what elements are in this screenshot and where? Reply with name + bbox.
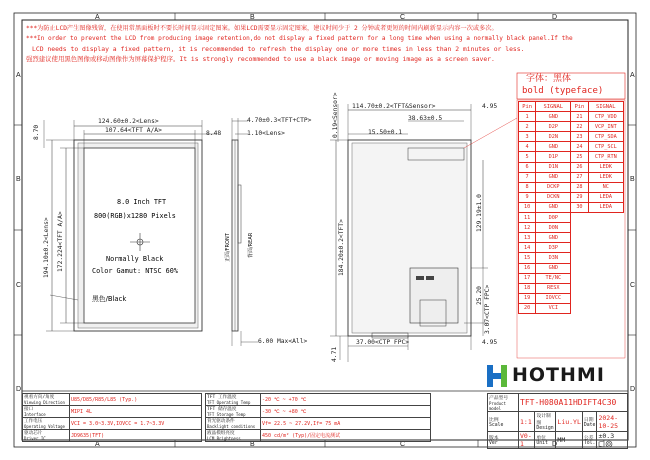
logo-mark-icon — [486, 364, 508, 388]
pin-row — [519, 293, 624, 303]
spec-label-cn: 视看方向/角度 — [24, 395, 55, 400]
tolerance-value: ±0.3 — [598, 432, 615, 440]
pin-number: 12 — [519, 223, 536, 233]
dim-top-offset: 8.70 — [33, 124, 40, 140]
pin-signal-2: LEDK — [588, 172, 623, 182]
pin-signal: GND — [536, 233, 571, 243]
zone-row-c-right: C — [630, 282, 636, 289]
date-value: 2024-10-25 — [597, 412, 628, 432]
label-gamut: Color Gamut: NTSC 60% — [92, 267, 178, 275]
dim-max: 6.00 Max<All> — [258, 338, 308, 345]
pin-signal: GND — [536, 112, 571, 122]
zone-row-a: A — [16, 72, 21, 79]
spec-label — [23, 418, 70, 430]
spec-label-en: TFT Storage Temp — [207, 412, 246, 417]
spec-label-en: Backlight conditions — [207, 424, 256, 429]
spec-label — [206, 418, 261, 430]
zone-row-b-right: B — [630, 176, 635, 183]
warning-line-en-2: LCD needs to display a fixed pattern, it is recommended to refresh the display one or more times in less than 2 minutes or less. — [32, 45, 525, 53]
pin-number: 3 — [519, 132, 536, 142]
warning-line-saver: 强烈建议使用黑色图像或移动图像作为屏幕保护程序。It is strongly recommended to use a black image or moving image as a screen saver. — [26, 55, 495, 63]
pin-signal: DCKP — [536, 182, 571, 192]
pin-number: 8 — [519, 182, 536, 192]
pin-signal-2 — [588, 233, 623, 243]
pin-signal: GND — [536, 142, 571, 152]
dim-bottom-offset: 4.71 — [331, 346, 338, 362]
pin-signal: D0N — [536, 223, 571, 233]
pin-row — [519, 243, 624, 253]
pin-number: 2 — [519, 122, 536, 132]
pin-number: 18 — [519, 283, 536, 293]
pin-number-2: 26 — [571, 162, 588, 172]
zone-row-d-right: D — [630, 386, 636, 393]
dim-fpc-height: 129.19±1.0 — [476, 194, 483, 232]
pin-number-2 — [571, 263, 588, 273]
spec-value: -30 ℃ ~ +80 ℃ — [261, 406, 431, 418]
pin-signal-2: CTP_RTN — [588, 152, 623, 162]
pin-number: 15 — [519, 253, 536, 263]
scale-label-cn: 比例 — [489, 417, 499, 423]
dim-right-offset: 8.48 — [206, 130, 222, 137]
pin-number: 9 — [519, 192, 536, 202]
pin-signal-2: CTP_SDA — [588, 132, 623, 142]
zone-col-c-bottom: C — [400, 441, 406, 448]
font-note-en: bold (typeface) — [522, 86, 604, 96]
font-note-cn: 字体：黑体 — [526, 74, 572, 84]
pin-number: 5 — [519, 152, 536, 162]
spec-label — [23, 430, 70, 442]
pin-number: 14 — [519, 243, 536, 253]
pin-row — [519, 213, 624, 223]
pin-number-2 — [571, 223, 588, 233]
pin-number-2: 28 — [571, 182, 588, 192]
spec-label-en: Viewing Direction — [24, 400, 65, 405]
pin-signal-2 — [588, 243, 623, 253]
scale-label-en: Scale — [489, 422, 504, 428]
dim-aa-width: 107.64<TFT A/A> — [105, 127, 162, 134]
label-rear: 背面/REAR — [248, 232, 254, 258]
pin-signal: VCI — [536, 303, 571, 313]
zone-row-c: C — [16, 282, 22, 289]
pin-row — [519, 132, 624, 142]
dim-total-thickness: 4.70±0.3<TFT+CTP> — [247, 117, 312, 124]
projection-symbol-icon — [598, 440, 614, 448]
pin-row — [519, 142, 624, 152]
pin-signal: D1N — [536, 162, 571, 172]
dim-total-width: 114.70±0.2<TFT&Sensor> — [352, 103, 436, 110]
spec-value: -20 ℃ ~ +70 ℃ — [261, 394, 431, 406]
pin-signal-2: NC — [588, 182, 623, 192]
dim-right-margin: 4.95 — [482, 103, 498, 110]
zone-row-d: D — [16, 386, 22, 393]
model-label-en: Product model — [489, 401, 506, 411]
side-view — [232, 118, 258, 346]
pin-header-2: Pin — [571, 102, 588, 112]
pin-number-2 — [571, 253, 588, 263]
pin-number-2: 21 — [571, 112, 588, 122]
spec-label — [206, 430, 261, 442]
pin-row — [519, 283, 624, 293]
spec-table-mid — [205, 393, 431, 442]
spec-label-cn: 液晶模组亮度 — [207, 431, 235, 436]
zone-col-d: D — [552, 14, 558, 21]
pin-signal: D1P — [536, 152, 571, 162]
dim-bottom-right: 4.95 — [482, 339, 498, 346]
pin-signal: D3N — [536, 253, 571, 263]
pin-row — [519, 112, 624, 122]
spec-value: U85/D85/R85/L85 (Typ.) — [70, 394, 202, 406]
dim-aa-height: 172.224<TFT A/A> — [57, 211, 64, 272]
front-view — [44, 120, 216, 331]
zone-col-b: B — [250, 14, 255, 21]
pin-number: 1 — [519, 112, 536, 122]
pin-number: 19 — [519, 293, 536, 303]
pin-number-2: 24 — [571, 142, 588, 152]
zone-row-b: B — [16, 176, 21, 183]
date-label-en: Date — [583, 422, 596, 428]
pin-signal-2 — [588, 253, 623, 263]
spec-label-cn: 驱动芯片 — [24, 431, 43, 436]
spec-label — [206, 394, 261, 406]
pin-signal: D3P — [536, 243, 571, 253]
unit-value: MM — [556, 432, 582, 449]
pin-number-2: 30 — [571, 202, 588, 212]
spec-label-en: Driver IC — [24, 436, 46, 441]
hothmi-logo — [486, 364, 626, 390]
pin-header: Pin — [519, 102, 536, 112]
pin-number-2 — [571, 303, 588, 313]
date-label-cn: 日期 — [583, 417, 594, 423]
pin-signal-2: LEDA — [588, 192, 623, 202]
pin-row — [519, 303, 624, 313]
pin-number: 16 — [519, 263, 536, 273]
pin-number-2 — [571, 233, 588, 243]
pin-signal: GND — [536, 202, 571, 212]
pin-signal-2 — [588, 213, 623, 223]
spec-label — [23, 394, 70, 406]
spec-label-en: Interface — [24, 412, 46, 417]
spec-table-left — [22, 393, 202, 442]
pin-signal-2: VCP_INT — [588, 122, 623, 132]
model-label-cn: 产品型号 — [489, 396, 509, 401]
pin-number-2 — [571, 293, 588, 303]
pin-signal-2 — [588, 223, 623, 233]
pin-signal: D2P — [536, 122, 571, 132]
spec-value: 450 cd/m² (Typ)/固定电流测试 — [261, 430, 431, 442]
zone-col-b-bottom: B — [250, 441, 255, 448]
pin-number-2 — [571, 273, 588, 283]
spec-label-cn: TFT 储存温度 — [207, 407, 237, 412]
spec-label — [206, 406, 261, 418]
version-value: V0-1 — [519, 432, 535, 449]
pin-signal-2 — [588, 303, 623, 313]
zone-col-c: C — [400, 14, 406, 21]
pin-row — [519, 172, 624, 182]
spec-value: JD9635(TFT) — [70, 430, 202, 442]
spec-label-en: LCM Brightness — [207, 436, 241, 441]
spec-label-en: TFT Operating Temp — [207, 400, 251, 405]
pin-signal-2: LEDK — [588, 162, 623, 172]
designer-value: Liu.YL — [556, 412, 582, 432]
pin-signal: GND — [536, 172, 571, 182]
warning-line-cn: ***为防止LCD产生图像残留，在使用常黑面板时不要长时间显示固定图案。如果LCD需要显示固定图案，建议时间少于 2 分钟或者更短的时间内刷新显示内容一次或多次。 — [26, 25, 498, 32]
pin-row — [519, 122, 624, 132]
spec-label-en: Operating Voltage — [24, 424, 65, 429]
dim-sensor: 0.19<Sensor> — [332, 92, 339, 138]
tolerance-label-en: Tol. — [583, 441, 596, 446]
label-resolution: 800(RGB)x1280 Pixels — [94, 212, 176, 220]
pin-number-2 — [571, 213, 588, 223]
spec-label-cn: 工作电压 — [24, 419, 43, 424]
pin-number-2 — [571, 243, 588, 253]
pin-number: 6 — [519, 162, 536, 172]
pin-row — [519, 273, 624, 283]
spec-row — [23, 406, 202, 418]
pin-number: 20 — [519, 303, 536, 313]
pin-row — [519, 202, 624, 212]
pin-signal: D0P — [536, 213, 571, 223]
scale-value: 1:1 — [519, 412, 535, 432]
pin-row — [519, 253, 624, 263]
dim-lens-thickness: 1.10<Lens> — [247, 130, 285, 137]
spec-row — [23, 418, 202, 430]
pin-signal: TE/NC — [536, 273, 571, 283]
unit-label-en: Unit — [536, 441, 548, 446]
warning-line-en-1: ***In order to prevent the LCD from producing image retention,do not display a fixed pattern for a long time when using a normally black panel.If the — [26, 35, 573, 42]
dim-tft-height: 184.20±0.2<TFT> — [338, 219, 345, 276]
tolerance-label-cn: 公差 — [583, 436, 594, 441]
pin-signal: IOVCC — [536, 293, 571, 303]
rear-view — [330, 104, 488, 362]
spec-value: Vf= 22.5 ~ 27.2V,If= 75 mA — [261, 418, 431, 430]
pin-signal: DCKN — [536, 192, 571, 202]
pin-signal-2: CTP_VDD — [588, 112, 623, 122]
pin-number-2: 23 — [571, 132, 588, 142]
unit-label-cn: 单位 — [536, 436, 546, 441]
pin-number: 11 — [519, 213, 536, 223]
label-black-bezel: 黑色/Black — [92, 295, 127, 303]
spec-row — [23, 394, 202, 406]
zone-row-a-right: A — [630, 72, 635, 79]
pin-row — [519, 223, 624, 233]
spec-value: VCI = 3.0~3.3V,IOVCC = 1.7~3.3V — [70, 418, 202, 430]
version-label-cn: 版本 — [489, 436, 499, 441]
pin-number-2: 29 — [571, 192, 588, 202]
pin-number-2: 27 — [571, 172, 588, 182]
pin-number: 10 — [519, 202, 536, 212]
logo-text: HOTHMI — [512, 364, 605, 386]
dim-inner-width: 38.63±0.5 — [408, 115, 443, 122]
design-label-en: Design — [536, 426, 554, 431]
pin-signal-2 — [588, 293, 623, 303]
dim-inner-left: 15.50±0.1 — [368, 129, 403, 136]
pin-number: 4 — [519, 142, 536, 152]
pin-signal-2 — [588, 283, 623, 293]
pin-number-2: 25 — [571, 152, 588, 162]
pin-signal-2: LEDA — [588, 202, 623, 212]
dim-ctp-width: 37.00<CTP FPC> — [356, 339, 410, 346]
spec-row — [206, 394, 431, 406]
pin-signal-2 — [588, 263, 623, 273]
pin-signal: RESX — [536, 283, 571, 293]
spec-row — [206, 418, 431, 430]
spec-value: MIPI 4L — [70, 406, 202, 418]
pin-number-2: 22 — [571, 122, 588, 132]
pin-row — [519, 263, 624, 273]
signal-header-2: SIGNAL — [588, 102, 623, 112]
pin-number: 17 — [519, 273, 536, 283]
zone-col-a-bottom: A — [95, 441, 100, 448]
pin-row — [519, 182, 624, 192]
dim-ctp-fpc: 3.07<CTP FPC> — [484, 284, 491, 334]
dim-lens-width: 124.60±0.2<Lens> — [98, 118, 159, 125]
zone-col-a: A — [95, 14, 100, 21]
label-size: 8.0 Inch TFT — [117, 198, 167, 206]
dim-fpc-offset: 25.20 — [476, 286, 483, 305]
label-front: 正面/FRONT — [225, 233, 231, 262]
pin-signal-2: CTP_SCL — [588, 142, 623, 152]
spec-label-cn: TFT 工作温度 — [207, 395, 237, 400]
spec-row — [23, 430, 202, 442]
pin-row — [519, 152, 624, 162]
title-block — [487, 393, 628, 449]
pin-row — [519, 162, 624, 172]
pin-row — [519, 192, 624, 202]
pin-number: 13 — [519, 233, 536, 243]
spec-row — [206, 430, 431, 442]
spec-label-cn: 接口 — [24, 407, 34, 412]
product-model: TFT-H080A11HDIFT4C30 — [519, 394, 628, 412]
spec-row — [206, 406, 431, 418]
signal-header: SIGNAL — [536, 102, 571, 112]
pin-number: 7 — [519, 172, 536, 182]
design-label-cn: 设计制图 — [536, 414, 551, 426]
version-label-en: Ver — [489, 441, 498, 446]
pin-number-2 — [571, 283, 588, 293]
dim-lens-height: 194.10±0.2<Lens> — [43, 217, 50, 278]
pin-table-header — [519, 102, 624, 112]
pin-signal-2 — [588, 273, 623, 283]
pin-row — [519, 233, 624, 243]
spec-label-cn: 背光驱动条件 — [207, 419, 235, 424]
pin-signal: D2N — [536, 132, 571, 142]
spec-label — [23, 406, 70, 418]
zone-col-d-bottom: D — [552, 441, 558, 448]
label-normally-black: Normally Black — [106, 255, 164, 263]
pin-signal: GND — [536, 263, 571, 273]
pin-table — [518, 101, 624, 314]
